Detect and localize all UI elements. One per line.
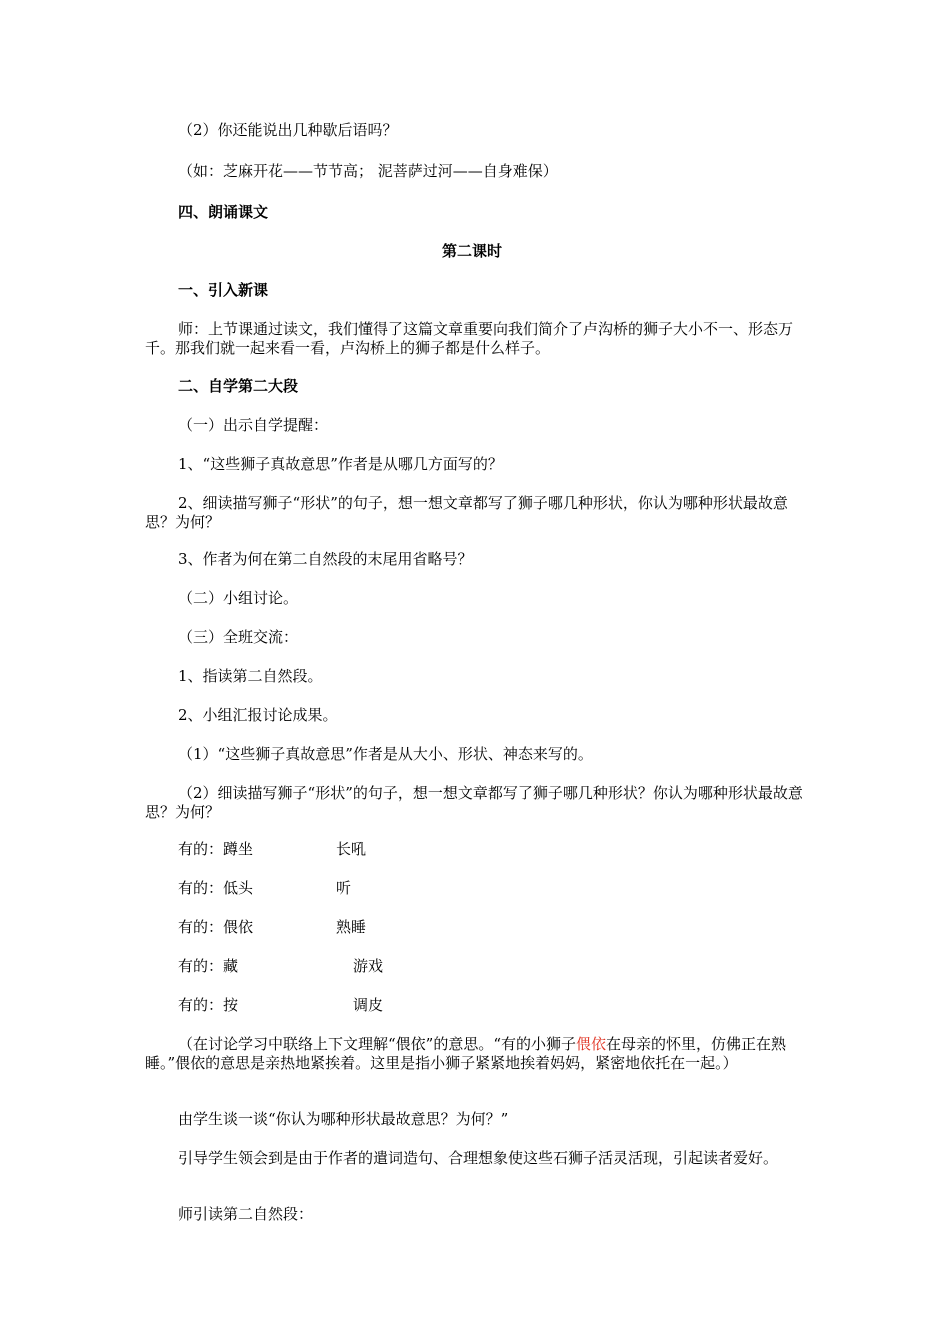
share-step-1: 1、指读第二自然段。: [178, 667, 323, 685]
prompt-question-3: 3、作者为何在第二自然段的末尾用省略号？: [178, 550, 473, 568]
guidance-paragraph: 引导学生领会到是由于作者的遣词造句、合理想象使这些石狮子活灵活现，引起读者爱好。: [178, 1149, 779, 1167]
pose-label: 有的：偎依: [178, 918, 254, 936]
pose-action: 听: [336, 879, 352, 897]
section-heading-selfstudy: 二、自学第二大段: [178, 377, 299, 395]
idiom-examples: （如：芝麻开花——节节高； 泥菩萨过河——自身难保）: [178, 162, 558, 180]
pose-action: 游戏: [353, 957, 384, 975]
prompt-question-2: 2、细读描写狮子“形状”的句子，想一想文章都写了狮子哪几种形状，你认为哪种形状最故意思？为何？: [145, 494, 788, 531]
student-discussion: 由学生谈一谈“你认为哪种形状最故意思？为何？”: [178, 1110, 509, 1128]
pose-action: 调皮: [353, 996, 384, 1014]
pose-label: 有的：按: [178, 996, 239, 1014]
result-2: （2）细读描写狮子“形状”的句子，想一想文章都写了狮子哪几种形状？你认为哪种形状最故意思？为何？: [145, 784, 803, 821]
pose-action: 长吼: [336, 840, 367, 858]
lesson-title: 第二课时: [442, 242, 503, 260]
cuddle-note-start: （在讨论学习中联络上下文理解“偎依”的意思。“有的小狮子: [178, 1035, 577, 1053]
subheading-prompt: （一）出示自学提醒：: [178, 416, 329, 434]
highlighted-word: 偎依: [576, 1035, 607, 1053]
subheading-discussion: （二）小组讨论。: [178, 589, 299, 607]
section-heading-intro: 一、引入新课: [178, 281, 269, 299]
teacher-reading: 师引读第二自然段：: [178, 1205, 314, 1223]
cuddle-note-end: 在母亲的怀里，仿佛正在熟睡。”偎依的意思是亲热地紧挨着。这里是指小狮子紧紧地挨着妈妈，紧密地依托在一起。）: [145, 1035, 787, 1072]
share-step-2: 2、小组汇报讨论成果。: [178, 706, 338, 724]
section-heading-recite: 四、朗诵课文: [178, 203, 269, 221]
question-idioms: （2）你还能说出几种歇后语吗？: [178, 121, 398, 139]
subheading-share: （三）全班交流：: [178, 628, 299, 646]
pose-label: 有的：蹲坐: [178, 840, 254, 858]
intro-paragraph: 师：上节课通过读文，我们懂得了这篇文章重要向我们简介了卢沟桥的狮子大小不一、形态万千。那我们就一起来看一看，卢沟桥上的狮子都是什么样子。: [145, 320, 794, 357]
pose-action: 熟睡: [336, 918, 367, 936]
cuddle-note: [145, 1035, 810, 1073]
pose-label: 有的：藏: [178, 957, 239, 975]
result-1: （1）“这些狮子真故意思”作者是从大小、形状、神态来写的。: [178, 745, 593, 763]
prompt-question-1: 1、“这些狮子真故意思”作者是从哪几方面写的？: [178, 455, 503, 473]
pose-label: 有的：低头: [178, 879, 254, 897]
